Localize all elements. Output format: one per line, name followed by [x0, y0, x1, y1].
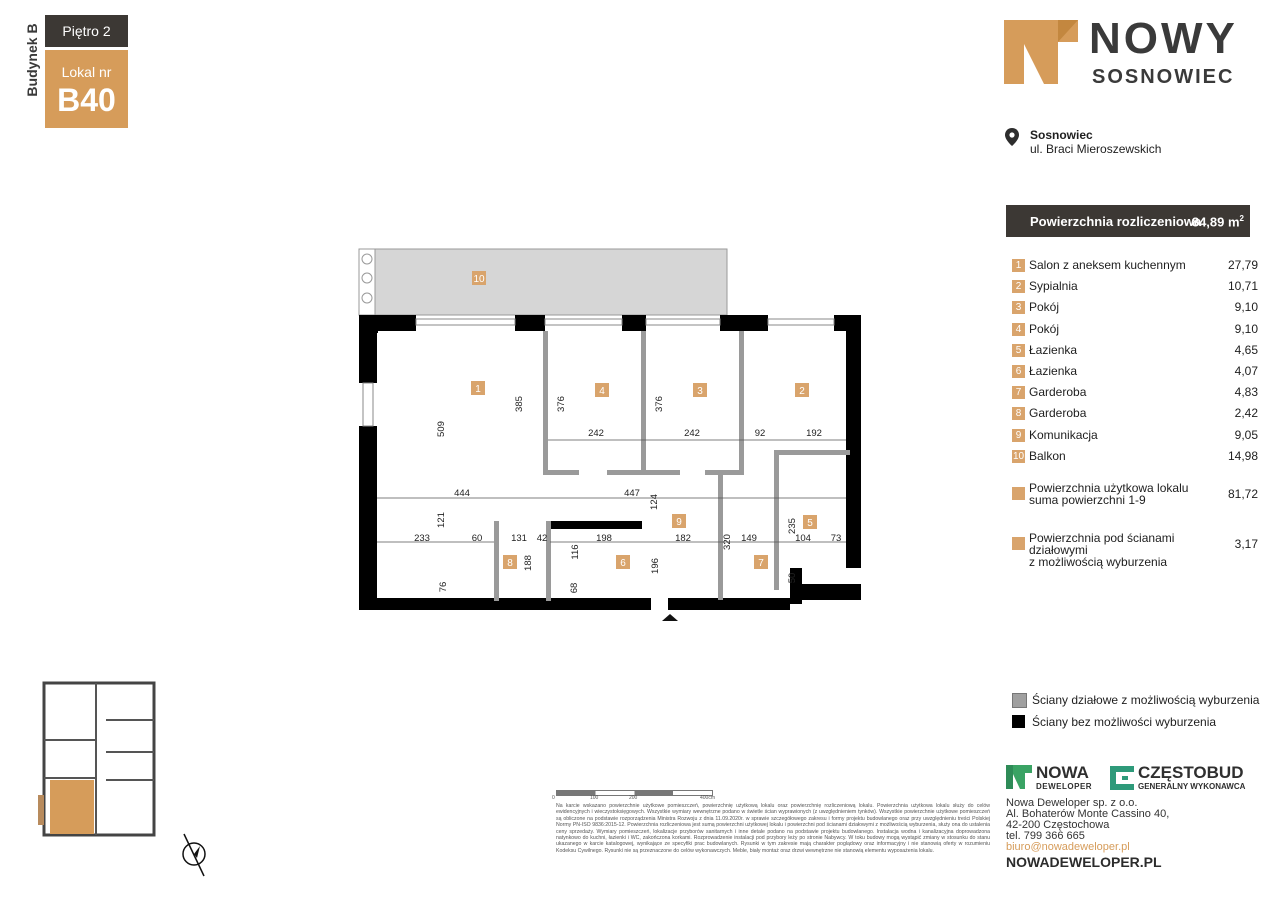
plan-label-7: 7 [758, 558, 764, 569]
room-area: 4,65 [1234, 342, 1258, 357]
nowy-sosnowiec-logo-icon [1004, 20, 1078, 84]
list-item [1012, 278, 1258, 299]
svg-text:196: 196 [650, 558, 661, 574]
plan-label-5: 5 [807, 518, 813, 529]
room-area: 4,83 [1234, 385, 1258, 400]
list-item [1012, 257, 1258, 278]
svg-text:42: 42 [536, 533, 548, 544]
plan-label-2: 2 [799, 386, 805, 397]
room-name: Pokój [1029, 321, 1060, 336]
usable-area-swatch [1012, 487, 1025, 500]
nowa-deweloper-logo-icon [1006, 765, 1032, 789]
svg-text:121: 121 [436, 512, 447, 528]
room-name: Garderoba [1029, 385, 1087, 400]
balcony [375, 249, 727, 315]
room-name: Łazienka [1029, 363, 1078, 378]
building-key-plan [36, 680, 166, 840]
room-area: 14,98 [1227, 448, 1258, 463]
floor-plan [350, 244, 870, 624]
north-arrow-icon [180, 832, 210, 878]
czestobud-logo-icon [1110, 766, 1134, 790]
plan-label-4: 4 [599, 386, 605, 397]
legend-label: Ściany bez możliwości wyburzenia [1032, 715, 1217, 729]
usable-area-value: 81,72 [1227, 487, 1258, 501]
room-number: 7 [1012, 386, 1025, 399]
list-item [1012, 342, 1258, 363]
svg-text:376: 376 [556, 396, 567, 412]
legend-label: Ściany działowe z możliwością wyburzenia [1032, 693, 1260, 707]
brand-name: NOWY [1089, 14, 1238, 63]
scale-label: 400cm [700, 795, 716, 801]
plan-label-1: 1 [475, 384, 481, 395]
room-list [1012, 257, 1258, 469]
floor-badge: Piętro 2 [45, 15, 128, 47]
svg-text:116: 116 [570, 544, 581, 560]
room-number: 2 [1012, 280, 1025, 293]
svg-text:92: 92 [754, 428, 766, 439]
plan-label-3: 3 [697, 386, 703, 397]
location-street: ul. Braci Mieroszewskich [1030, 142, 1162, 156]
scale-label: 0 [552, 795, 555, 801]
building-label: Budynek B [24, 23, 40, 97]
room-name: Łazienka [1029, 342, 1078, 357]
plan-label-9: 9 [676, 517, 682, 528]
developer-address2: 42-200 Częstochowa [1006, 819, 1110, 831]
svg-text:188: 188 [523, 555, 534, 571]
nowa-logo-text: NOWA [1036, 763, 1089, 782]
room-number: 5 [1012, 344, 1025, 357]
room-area: 9,10 [1234, 300, 1258, 315]
room-number: 1 [1012, 259, 1025, 272]
room-area: 2,42 [1234, 406, 1258, 421]
partition-area-value: 3,17 [1234, 537, 1258, 551]
list-item [1012, 427, 1258, 448]
unit-number: B40 [57, 82, 116, 118]
czestobud-logo-text: CZĘSTOBUD [1138, 763, 1244, 782]
svg-text:104: 104 [795, 533, 811, 544]
developer-email[interactable]: biuro@nowadeweloper.pl [1006, 841, 1130, 853]
plan-label-10: 10 [473, 274, 485, 285]
scale-label: 100 [590, 795, 599, 801]
usable-area-label: Powierzchnia użytkowa lokalu suma powierzchni 1-9 [1029, 481, 1189, 507]
svg-text:242: 242 [684, 428, 700, 439]
partition-area-row [1012, 531, 1258, 569]
svg-text:242: 242 [588, 428, 604, 439]
plan-label-6: 6 [620, 558, 626, 569]
room-number: 3 [1012, 301, 1025, 314]
svg-text:192: 192 [806, 428, 822, 439]
svg-text:235: 235 [787, 518, 798, 534]
svg-text:124: 124 [649, 494, 660, 510]
list-item [1012, 384, 1258, 405]
developer-website[interactable]: NOWADEWELOPER.PL [1006, 854, 1162, 870]
room-name: Komunikacja [1029, 427, 1098, 442]
room-name: Balkon [1029, 448, 1066, 463]
svg-text:50: 50 [787, 572, 798, 584]
room-number: 8 [1012, 407, 1025, 420]
room-name: Garderoba [1029, 406, 1087, 421]
billing-area-label: Powierzchnia rozliczeniowa [1030, 214, 1202, 229]
legend-swatch [1012, 715, 1025, 728]
map-pin-icon [1005, 128, 1019, 146]
room-area: 27,79 [1227, 258, 1258, 272]
room-area: 10,71 [1227, 279, 1258, 294]
room-number: 9 [1012, 429, 1025, 442]
svg-text:149: 149 [741, 533, 757, 544]
billing-area-box [1006, 205, 1250, 237]
svg-text:376: 376 [654, 396, 665, 412]
svg-text:182: 182 [675, 533, 691, 544]
room-area: 9,05 [1234, 427, 1258, 442]
location-city: Sosnowiec [1030, 128, 1093, 142]
svg-text:60: 60 [471, 533, 483, 544]
developer-address1: Al. Bohaterów Monte Cassino 40, [1006, 808, 1170, 820]
disclaimer-text: Na karcie wskazano powierzchnie użytkowe pomieszczeń, powierzchnię użytkową lokalu oraz powierzchnię rozliczeniową lokalu. Powierzchnia użytkowa lokalu służy do celów ewidencyjnych i wieczystoksięgowych. Wszystkie wymiary wewnętrzne podano w świetle ścian wyprawionych (z uwzględnieniem tynków). Wszystkie powierzchnie użytkowe pomieszczeń są obliczone na podstawie rozporządzenia Ministra Rozwoju z dnia 11.09.2020r. w sprawie szczegółowego zakresu i formy projektu budowlanego oraz przy uwzględnieniu treści Polskiej Normy PN-ISO 9836:2015-12. Powierzchnia rozliczeniowa jest sumą powierzchni użytkowej lokalu i powierzchni pod ścianami działowymi z możliwością wyburzenia, służy ona do ustalenia ceny sprzedaży. Wymiary pomieszczeń, lokalizacje przyborów sanitarnych i inne detale podano na podstawie projektu budowlanego. Instalacja wodna i kanalizacyjna doprowadzona natynkowo do kuchni, łazienki i WC, zakończona korkami. Rozprowadzenie instalacji pod przybory leży po stronie Nabywcy. W toku budowy mogą wystąpić zmiany w stosunku do stanu ukazanego w karcie katalogowej, wynikające ze specyfiki prac budowlanych. Rysunki w tym zakresie mają charakter poglądowy oraz informacyjny i nie stanowią oferty w rozumieniu Kodeksu Cywilnego. Rysunki nie są przeznaczone do celów wykonawczych. Meble, biały montaż oraz drzwi wewnętrzne nie stanowią elementu wyposażenia lokalu. [556, 803, 990, 854]
scale-label: 200 [629, 795, 638, 801]
legend-swatch [1012, 693, 1027, 708]
czestobud-logo-subtext: GENERALNY WYKONAWCA [1138, 782, 1246, 791]
list-item [1012, 405, 1258, 426]
unit-badge [45, 50, 128, 128]
svg-text:509: 509 [436, 421, 447, 437]
room-name: Sypialnia [1029, 279, 1078, 294]
room-number: 6 [1012, 365, 1025, 378]
list-item [1012, 299, 1258, 320]
svg-text:73: 73 [830, 533, 842, 544]
billing-area-value: 84,89 $m^2$ [1191, 214, 1244, 230]
room-number: 4 [1012, 323, 1025, 336]
brand-subname: SOSNOWIEC [1092, 66, 1235, 88]
developer-company: Nowa Deweloper sp. z o.o. [1006, 797, 1138, 809]
developer-phone[interactable]: tel. 799 366 665 [1006, 830, 1085, 842]
svg-text:385: 385 [514, 396, 525, 412]
svg-text:198: 198 [596, 533, 612, 544]
partition-area-swatch [1012, 537, 1025, 550]
svg-text:444: 444 [454, 488, 470, 499]
room-number: 10 [1012, 450, 1025, 462]
svg-text:320: 320 [722, 534, 733, 550]
room-area: 4,07 [1234, 363, 1258, 378]
unit-label: Lokal nr [61, 64, 112, 80]
plan-label-8: 8 [507, 558, 513, 569]
room-name: Pokój [1029, 300, 1060, 315]
svg-text:233: 233 [414, 533, 430, 544]
room-name: Salon z aneksem kuchennym [1029, 258, 1186, 272]
list-item [1012, 321, 1258, 342]
nowa-logo-subtext: DEWELOPER [1036, 782, 1093, 791]
room-area: 9,10 [1234, 321, 1258, 336]
usable-area-row [1012, 482, 1258, 508]
svg-text:131: 131 [511, 533, 527, 544]
list-item [1012, 363, 1258, 384]
svg-text:68: 68 [569, 582, 580, 594]
list-item [1012, 448, 1258, 469]
svg-text:447: 447 [624, 488, 640, 499]
partition-area-label: Powierzchnia pod ścianami działowymi z możliwością wyburzenia [1029, 531, 1175, 569]
svg-text:76: 76 [438, 581, 449, 593]
